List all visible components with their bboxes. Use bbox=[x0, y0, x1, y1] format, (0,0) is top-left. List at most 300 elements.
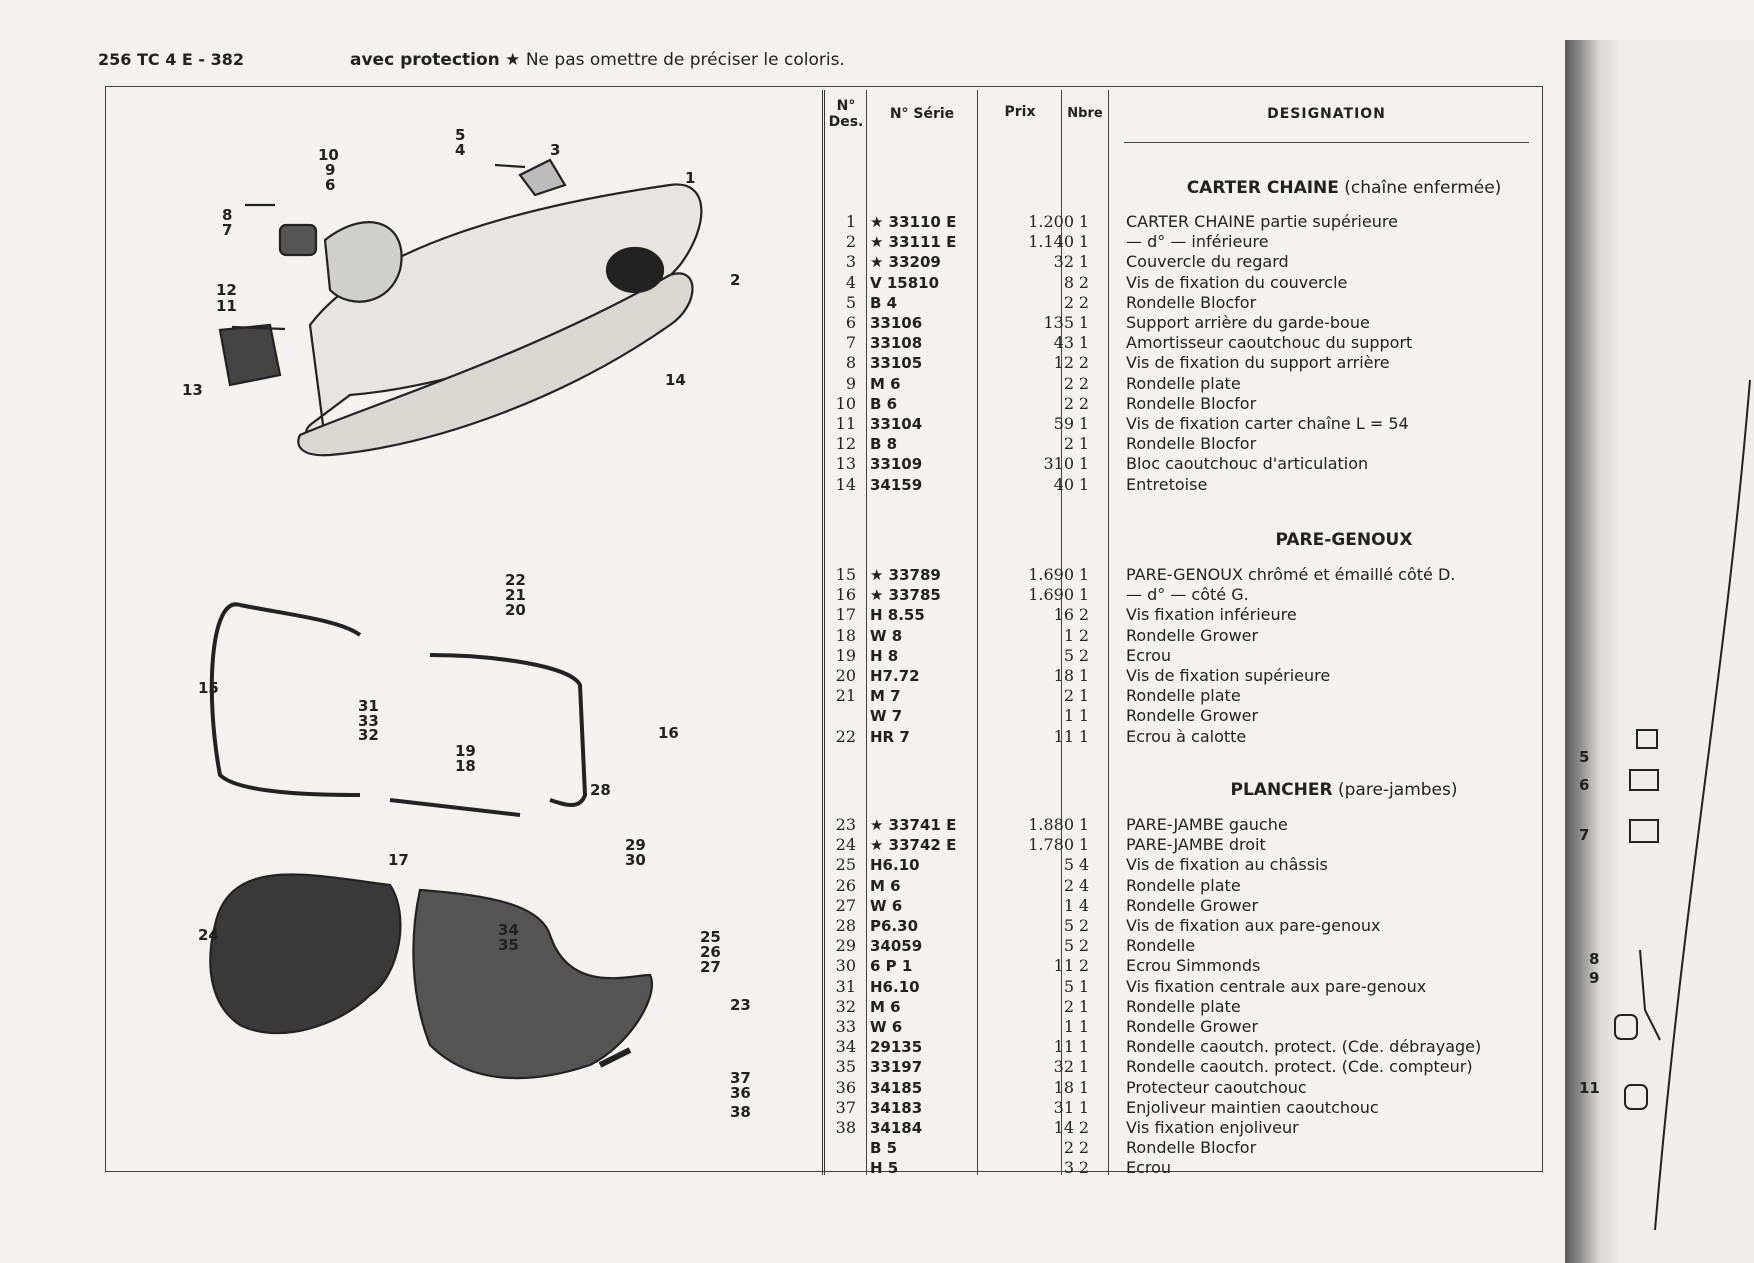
table-row bbox=[826, 936, 1566, 956]
section-subtitle: (chaîne enfermée) bbox=[1344, 178, 1502, 198]
cell-nbre: 2 bbox=[1078, 1138, 1090, 1158]
table-row bbox=[826, 997, 1566, 1017]
cell-serie: 33197 bbox=[870, 1058, 923, 1077]
cell-serie: 33108 bbox=[870, 334, 923, 353]
cell-prix: 32 bbox=[1053, 1057, 1074, 1077]
cell-des: 35 bbox=[835, 1057, 856, 1077]
cell-prix: 1.780 bbox=[1028, 835, 1074, 855]
cell-designation: Vis fixation enjoliveur bbox=[1126, 1118, 1299, 1137]
table-row bbox=[826, 1078, 1566, 1098]
cell-prix: 2 bbox=[1063, 875, 1074, 895]
cell-prix: 16 bbox=[1053, 605, 1074, 625]
next-page-diagram bbox=[1575, 80, 1754, 1263]
cell-serie: 33105 bbox=[870, 354, 923, 373]
section-name: PARE-GENOUX bbox=[1275, 530, 1413, 550]
table-row bbox=[826, 414, 1566, 434]
table-row bbox=[826, 855, 1566, 875]
cell-nbre: 2 bbox=[1078, 936, 1090, 956]
cell-designation: PARE-JAMBE gauche bbox=[1126, 815, 1288, 834]
cell-nbre: 1 bbox=[1078, 976, 1090, 996]
table-row bbox=[826, 212, 1566, 232]
cell-serie: 34183 bbox=[870, 1098, 923, 1117]
cell-prix: 5 bbox=[1063, 916, 1074, 935]
table-row bbox=[826, 1098, 1566, 1118]
cell-serie: W 7 bbox=[870, 707, 903, 726]
cell-des: 20 bbox=[835, 666, 856, 685]
diagram-label-7: 7 bbox=[222, 221, 233, 239]
cell-prix: 3 bbox=[1063, 1158, 1074, 1178]
cell-serie: ★ 33741 E bbox=[870, 816, 957, 834]
cell-serie: W 6 bbox=[870, 896, 903, 915]
cell-prix: 18 bbox=[1053, 1077, 1074, 1097]
diagram-label-12: 12 bbox=[216, 281, 237, 299]
diagram-label-35: 35 bbox=[498, 936, 519, 954]
cell-serie: H6.10 bbox=[870, 977, 920, 996]
cell-prix: 2 bbox=[1063, 996, 1074, 1016]
side-label: 8 bbox=[1589, 950, 1600, 968]
cell-prix: 18 bbox=[1053, 666, 1074, 685]
diagram-label-20: 20 bbox=[505, 601, 526, 619]
diagram-label-19: 19 bbox=[455, 742, 476, 760]
diagram-label-8: 8 bbox=[222, 206, 233, 224]
side-label: 9 bbox=[1589, 969, 1600, 987]
diagram-label-3: 3 bbox=[550, 141, 561, 159]
cell-designation: Rondelle plate bbox=[1126, 875, 1241, 895]
diagram-label-32: 32 bbox=[358, 726, 379, 744]
cell-serie: 33104 bbox=[870, 415, 923, 433]
cell-des: 12 bbox=[835, 434, 856, 454]
diagram-label-38: 38 bbox=[730, 1103, 751, 1121]
diagram-label-25: 25 bbox=[700, 928, 721, 946]
cell-serie: H 5 bbox=[870, 1159, 899, 1178]
header-note bbox=[350, 50, 845, 70]
table-row bbox=[826, 876, 1566, 896]
section-title bbox=[1124, 530, 1564, 550]
table-row bbox=[826, 1037, 1566, 1057]
table-row bbox=[826, 585, 1566, 605]
table-row bbox=[826, 956, 1566, 976]
cell-prix: 2 bbox=[1063, 373, 1074, 393]
cell-des: 15 bbox=[835, 565, 856, 584]
table-row bbox=[826, 313, 1566, 333]
table-row bbox=[826, 1138, 1566, 1158]
cell-des: 14 bbox=[835, 474, 856, 494]
cell-designation: Vis de fixation aux pare-genoux bbox=[1126, 916, 1381, 935]
leg-shield-left bbox=[210, 875, 400, 1034]
cell-serie: W 6 bbox=[870, 1018, 903, 1036]
table-row bbox=[826, 646, 1566, 666]
table-row bbox=[826, 815, 1566, 835]
cell-designation: Rondelle Grower bbox=[1126, 1017, 1259, 1036]
cell-designation: Vis de fixation au châssis bbox=[1126, 855, 1328, 875]
cell-prix: 5 bbox=[1063, 936, 1074, 956]
cell-serie: HR 7 bbox=[870, 727, 910, 746]
cell-designation: — d° — inférieure bbox=[1126, 232, 1269, 252]
cell-prix: 2 bbox=[1063, 686, 1074, 706]
cell-des: 22 bbox=[835, 726, 856, 746]
cell-des: 24 bbox=[835, 835, 856, 855]
cell-serie: M 6 bbox=[870, 876, 901, 895]
diagram-label-22: 22 bbox=[505, 571, 526, 589]
diagram-label-5: 5 bbox=[455, 126, 466, 144]
cell-designation: Vis de fixation du support arrière bbox=[1126, 353, 1390, 373]
cell-serie: B 6 bbox=[870, 394, 898, 413]
cell-prix: 1 bbox=[1063, 895, 1074, 915]
diagram-label-27: 27 bbox=[700, 958, 721, 976]
cell-nbre: 1 bbox=[1078, 1017, 1090, 1036]
cell-prix: 2 bbox=[1063, 393, 1074, 413]
cell-des: 17 bbox=[835, 605, 856, 625]
cell-designation: Couvercle du regard bbox=[1126, 252, 1289, 272]
cell-designation: CARTER CHAINE partie supérieure bbox=[1126, 212, 1398, 231]
cell-serie: M 7 bbox=[870, 687, 901, 706]
cell-nbre: 4 bbox=[1078, 895, 1090, 915]
cell-designation: Vis de fixation supérieure bbox=[1126, 666, 1331, 685]
cell-des: 16 bbox=[835, 585, 856, 605]
cell-designation: Support arrière du garde-boue bbox=[1126, 313, 1370, 332]
side-label: 6 bbox=[1579, 776, 1590, 794]
cell-prix: 2 bbox=[1063, 1138, 1074, 1158]
table-row bbox=[826, 686, 1566, 706]
cell-nbre: 2 bbox=[1078, 373, 1090, 393]
cell-des: 11 bbox=[835, 414, 856, 433]
cell-prix: 135 bbox=[1043, 313, 1074, 332]
header-prix: Prix bbox=[1004, 104, 1036, 120]
cell-nbre: 1 bbox=[1078, 414, 1090, 433]
cell-prix: 40 bbox=[1053, 474, 1074, 494]
cell-nbre: 2 bbox=[1078, 393, 1090, 413]
cell-serie: 33106 bbox=[870, 314, 923, 332]
cell-prix: 11 bbox=[1053, 726, 1074, 746]
cell-designation: Rondelle Grower bbox=[1126, 895, 1259, 915]
section-subtitle: (pare-jambes) bbox=[1338, 780, 1458, 800]
cell-serie: ★ 33209 bbox=[870, 253, 941, 272]
cell-prix: 5 bbox=[1063, 976, 1074, 996]
diagram-label-9: 9 bbox=[325, 161, 336, 179]
cell-designation: Rondelle Blocfor bbox=[1126, 434, 1257, 454]
cell-des: 27 bbox=[835, 895, 856, 915]
cell-nbre: 1 bbox=[1078, 706, 1090, 726]
cell-designation: Rondelle plate bbox=[1126, 373, 1241, 393]
cell-designation: Ecrou Simmonds bbox=[1126, 956, 1261, 976]
diagram-label-29: 29 bbox=[625, 836, 646, 854]
cell-nbre: 4 bbox=[1078, 875, 1090, 895]
cell-des: 1 bbox=[845, 212, 856, 231]
cell-des: 5 bbox=[845, 292, 856, 312]
table-row bbox=[826, 333, 1566, 353]
cell-prix: 31 bbox=[1053, 1097, 1074, 1117]
cell-serie: B 4 bbox=[870, 293, 898, 312]
cell-designation: Rondelle plate bbox=[1126, 996, 1241, 1016]
cell-des: 4 bbox=[845, 272, 856, 292]
header-des: N° Des. bbox=[828, 98, 864, 130]
table-row bbox=[826, 626, 1566, 646]
header-underline bbox=[1124, 142, 1529, 143]
header-note-bold: avec protection bbox=[350, 50, 500, 70]
table-row bbox=[826, 273, 1566, 293]
diagram-label-36: 36 bbox=[730, 1084, 751, 1102]
cell-designation: Vis fixation centrale aux pare-genoux bbox=[1126, 976, 1427, 996]
cell-serie: ★ 33789 bbox=[870, 566, 941, 584]
cell-des: 3 bbox=[845, 252, 856, 272]
cell-serie: 29135 bbox=[870, 1038, 923, 1057]
cell-des: 31 bbox=[835, 976, 856, 996]
cell-nbre: 1 bbox=[1078, 313, 1090, 332]
cell-des: 32 bbox=[835, 996, 856, 1016]
cell-prix: 1 bbox=[1063, 1017, 1074, 1036]
header-serie: N° Série bbox=[889, 106, 955, 122]
cell-designation: Enjoliveur maintien caoutchouc bbox=[1126, 1097, 1379, 1117]
cell-nbre: 2 bbox=[1078, 1158, 1090, 1178]
cell-des: 33 bbox=[835, 1017, 856, 1036]
cell-des: 36 bbox=[835, 1077, 856, 1097]
cell-des: 10 bbox=[835, 393, 856, 413]
table-row bbox=[826, 916, 1566, 936]
cell-des: 6 bbox=[845, 313, 856, 332]
cell-nbre: 2 bbox=[1078, 272, 1090, 292]
cell-prix: 1.140 bbox=[1028, 232, 1074, 252]
diagram-label-16: 16 bbox=[658, 724, 679, 742]
diagram-label-33: 33 bbox=[358, 712, 379, 730]
cell-nbre: 2 bbox=[1078, 1118, 1090, 1137]
diagram-label-2: 2 bbox=[730, 271, 741, 289]
header-note-text: ★ Ne pas omettre de préciser le coloris. bbox=[499, 50, 845, 70]
cell-des: 13 bbox=[835, 454, 856, 474]
table-row bbox=[826, 252, 1566, 272]
cell-des: 30 bbox=[835, 956, 856, 976]
cell-prix: 2 bbox=[1063, 434, 1074, 454]
table-row bbox=[826, 353, 1566, 373]
cell-prix: 2 bbox=[1063, 292, 1074, 312]
diagram-label-26: 26 bbox=[700, 943, 721, 961]
cell-serie: H 8.55 bbox=[870, 606, 925, 625]
cell-serie: ★ 33742 E bbox=[870, 836, 957, 855]
diagram-label-28: 28 bbox=[590, 781, 611, 799]
table-row bbox=[826, 1017, 1566, 1037]
cell-nbre: 1 bbox=[1078, 565, 1090, 584]
cell-designation: PARE-GENOUX chrômé et émaillé côté D. bbox=[1126, 565, 1456, 584]
knee-guard-right bbox=[240, 605, 360, 635]
cell-nbre: 2 bbox=[1078, 916, 1090, 935]
cell-serie: H6.10 bbox=[870, 856, 920, 875]
cell-nbre: 1 bbox=[1078, 454, 1090, 474]
table-row bbox=[826, 232, 1566, 252]
cell-des: 9 bbox=[845, 373, 856, 393]
cell-nbre: 1 bbox=[1078, 1097, 1090, 1117]
cell-serie: ★ 33110 E bbox=[870, 213, 957, 231]
table-row bbox=[826, 835, 1566, 855]
cell-des: 29 bbox=[835, 936, 856, 956]
rubber-damper bbox=[280, 225, 316, 255]
diagram-label-13: 13 bbox=[182, 381, 203, 399]
cell-prix: 1.200 bbox=[1028, 212, 1074, 231]
cell-serie: ★ 33111 E bbox=[870, 233, 957, 252]
cell-prix: 59 bbox=[1053, 414, 1074, 433]
cell-designation: Rondelle Blocfor bbox=[1126, 1138, 1257, 1158]
cell-designation: Ecrou bbox=[1126, 645, 1172, 665]
diagram-label-1: 1 bbox=[685, 169, 696, 187]
diagram-label-37: 37 bbox=[730, 1069, 751, 1087]
diagram-label-10: 10 bbox=[318, 146, 339, 164]
diagram-label-24: 24 bbox=[198, 926, 219, 944]
cell-prix: 14 bbox=[1053, 1118, 1074, 1137]
mounting-plate bbox=[325, 222, 402, 302]
cell-prix: 1 bbox=[1063, 625, 1074, 645]
cell-serie: 34185 bbox=[870, 1078, 923, 1097]
cell-nbre: 2 bbox=[1078, 605, 1090, 625]
cell-des: 7 bbox=[845, 333, 856, 353]
cell-designation: Rondelle plate bbox=[1126, 686, 1241, 706]
cell-nbre: 2 bbox=[1078, 292, 1090, 312]
cell-nbre: 1 bbox=[1078, 212, 1090, 231]
diagram-label-31: 31 bbox=[358, 697, 379, 715]
cell-designation: Rondelle Grower bbox=[1126, 625, 1259, 645]
cell-serie: M 6 bbox=[870, 374, 901, 393]
cell-serie: 34159 bbox=[870, 475, 923, 494]
diagram-label-18: 18 bbox=[455, 757, 476, 775]
table-row bbox=[826, 1158, 1566, 1178]
leg-shield-right bbox=[413, 890, 652, 1078]
header-nbre: Nbre bbox=[1067, 106, 1103, 121]
cell-serie: 34059 bbox=[870, 937, 923, 956]
side-label: 7 bbox=[1579, 826, 1590, 844]
cell-prix: 1.690 bbox=[1028, 565, 1074, 584]
table-row bbox=[826, 434, 1566, 454]
cell-nbre: 1 bbox=[1078, 1057, 1090, 1077]
cell-prix: 11 bbox=[1053, 1037, 1074, 1057]
cell-des: 34 bbox=[835, 1037, 856, 1057]
cell-serie: 33109 bbox=[870, 455, 923, 474]
page-header bbox=[98, 50, 1398, 80]
cell-prix: 32 bbox=[1053, 252, 1074, 272]
cell-designation: Vis de fixation du couvercle bbox=[1126, 272, 1348, 292]
header-designation: DESIGNATION bbox=[1267, 106, 1386, 122]
section-title bbox=[1124, 178, 1564, 198]
cell-designation: Rondelle bbox=[1126, 936, 1196, 956]
cell-prix: 310 bbox=[1043, 454, 1074, 474]
cell-nbre: 1 bbox=[1078, 333, 1090, 353]
cell-designation: Rondelle Grower bbox=[1126, 706, 1259, 726]
cell-prix: 1.690 bbox=[1028, 585, 1074, 605]
cell-serie: H7.72 bbox=[870, 667, 920, 685]
cell-nbre: 1 bbox=[1078, 1077, 1090, 1097]
cell-nbre: 4 bbox=[1078, 855, 1090, 875]
cell-designation: Entretoise bbox=[1126, 474, 1208, 494]
diagram-label-14: 14 bbox=[665, 371, 686, 389]
table-row bbox=[826, 727, 1566, 747]
diagram-label-17: 17 bbox=[388, 851, 409, 869]
side-label: 5 bbox=[1579, 748, 1590, 766]
cell-prix: 43 bbox=[1053, 333, 1074, 353]
cell-des: 19 bbox=[835, 645, 856, 665]
cell-nbre: 1 bbox=[1078, 815, 1090, 834]
cell-nbre: 1 bbox=[1078, 726, 1090, 746]
diagram-label-23: 23 bbox=[730, 996, 751, 1014]
table-row bbox=[826, 1118, 1566, 1138]
cell-designation: Vis de fixation carter chaîne L = 54 bbox=[1126, 414, 1409, 433]
diagram-label-21: 21 bbox=[505, 586, 526, 604]
cell-des: 2 bbox=[845, 232, 856, 252]
cell-nbre: 1 bbox=[1078, 1037, 1090, 1057]
cell-nbre: 1 bbox=[1078, 666, 1090, 685]
cell-prix: 12 bbox=[1053, 353, 1074, 373]
cell-designation: Vis fixation inférieure bbox=[1126, 605, 1297, 625]
table-row bbox=[826, 605, 1566, 625]
section-name: CARTER CHAINE bbox=[1186, 178, 1339, 198]
table-row bbox=[826, 977, 1566, 997]
side-label: 11 bbox=[1579, 1079, 1600, 1097]
diagram-label-11: 11 bbox=[216, 297, 237, 315]
cell-designation: Rondelle caoutch. protect. (Cde. compteur) bbox=[1126, 1057, 1473, 1077]
cell-des: 37 bbox=[835, 1097, 856, 1117]
diagram-label-6: 6 bbox=[325, 176, 336, 194]
cell-serie: P6.30 bbox=[870, 917, 919, 935]
cell-des: 8 bbox=[845, 353, 856, 373]
rubber-block bbox=[220, 325, 280, 385]
page-reference: 256 TC 4 E - 382 bbox=[98, 50, 245, 69]
cell-des: 21 bbox=[835, 686, 856, 706]
cell-serie: W 8 bbox=[870, 626, 903, 645]
diagram-label-30: 30 bbox=[625, 851, 646, 869]
table-row bbox=[826, 293, 1566, 313]
cell-nbre: 2 bbox=[1078, 353, 1090, 373]
cell-designation: PARE-JAMBE droit bbox=[1126, 835, 1266, 855]
cell-nbre: 1 bbox=[1078, 474, 1090, 494]
cell-prix: 5 bbox=[1063, 855, 1074, 875]
cell-serie: B 8 bbox=[870, 435, 898, 454]
cell-nbre: 1 bbox=[1078, 996, 1090, 1016]
cell-designation: Rondelle caoutch. protect. (Cde. débrayage) bbox=[1126, 1037, 1482, 1057]
table-row bbox=[826, 394, 1566, 414]
table-row bbox=[826, 706, 1566, 726]
table-row bbox=[826, 565, 1566, 585]
table-row bbox=[826, 666, 1566, 686]
cell-serie: 6 P 1 bbox=[870, 957, 913, 976]
cell-serie: M 6 bbox=[870, 997, 901, 1016]
table-row bbox=[826, 1057, 1566, 1077]
inspection-opening bbox=[607, 248, 663, 292]
cell-serie: H 8 bbox=[870, 646, 899, 665]
table-row bbox=[826, 475, 1566, 495]
cell-designation: Ecrou à calotte bbox=[1126, 726, 1247, 746]
cell-designation: Amortisseur caoutchouc du support bbox=[1126, 333, 1413, 353]
cell-nbre: 2 bbox=[1078, 645, 1090, 665]
cell-nbre: 1 bbox=[1078, 835, 1090, 855]
cell-nbre: 1 bbox=[1078, 585, 1090, 605]
cell-prix: 1 bbox=[1063, 706, 1074, 726]
cell-serie: B 5 bbox=[870, 1139, 898, 1158]
cell-designation: Protecteur caoutchouc bbox=[1126, 1077, 1307, 1097]
table-row bbox=[826, 374, 1566, 394]
cell-nbre: 1 bbox=[1078, 232, 1090, 252]
cell-nbre: 1 bbox=[1078, 252, 1090, 272]
cell-serie: ★ 33785 bbox=[870, 586, 941, 605]
diagram-label-15: 15 bbox=[198, 679, 219, 697]
exploded-parts-diagram bbox=[110, 95, 810, 1170]
cell-nbre: 2 bbox=[1078, 956, 1090, 976]
diagram-label-34: 34 bbox=[498, 921, 519, 939]
cell-des: 25 bbox=[835, 855, 856, 875]
diagram-label-4: 4 bbox=[455, 141, 466, 159]
cell-prix: 8 bbox=[1063, 272, 1074, 292]
cell-des: 26 bbox=[835, 875, 856, 895]
cell-designation: Ecrou bbox=[1126, 1158, 1172, 1178]
cell-serie: V 15810 bbox=[870, 273, 940, 292]
cell-nbre: 1 bbox=[1078, 686, 1090, 706]
cell-designation: Rondelle Blocfor bbox=[1126, 393, 1257, 413]
table-row bbox=[826, 454, 1566, 474]
section-title bbox=[1124, 780, 1564, 800]
